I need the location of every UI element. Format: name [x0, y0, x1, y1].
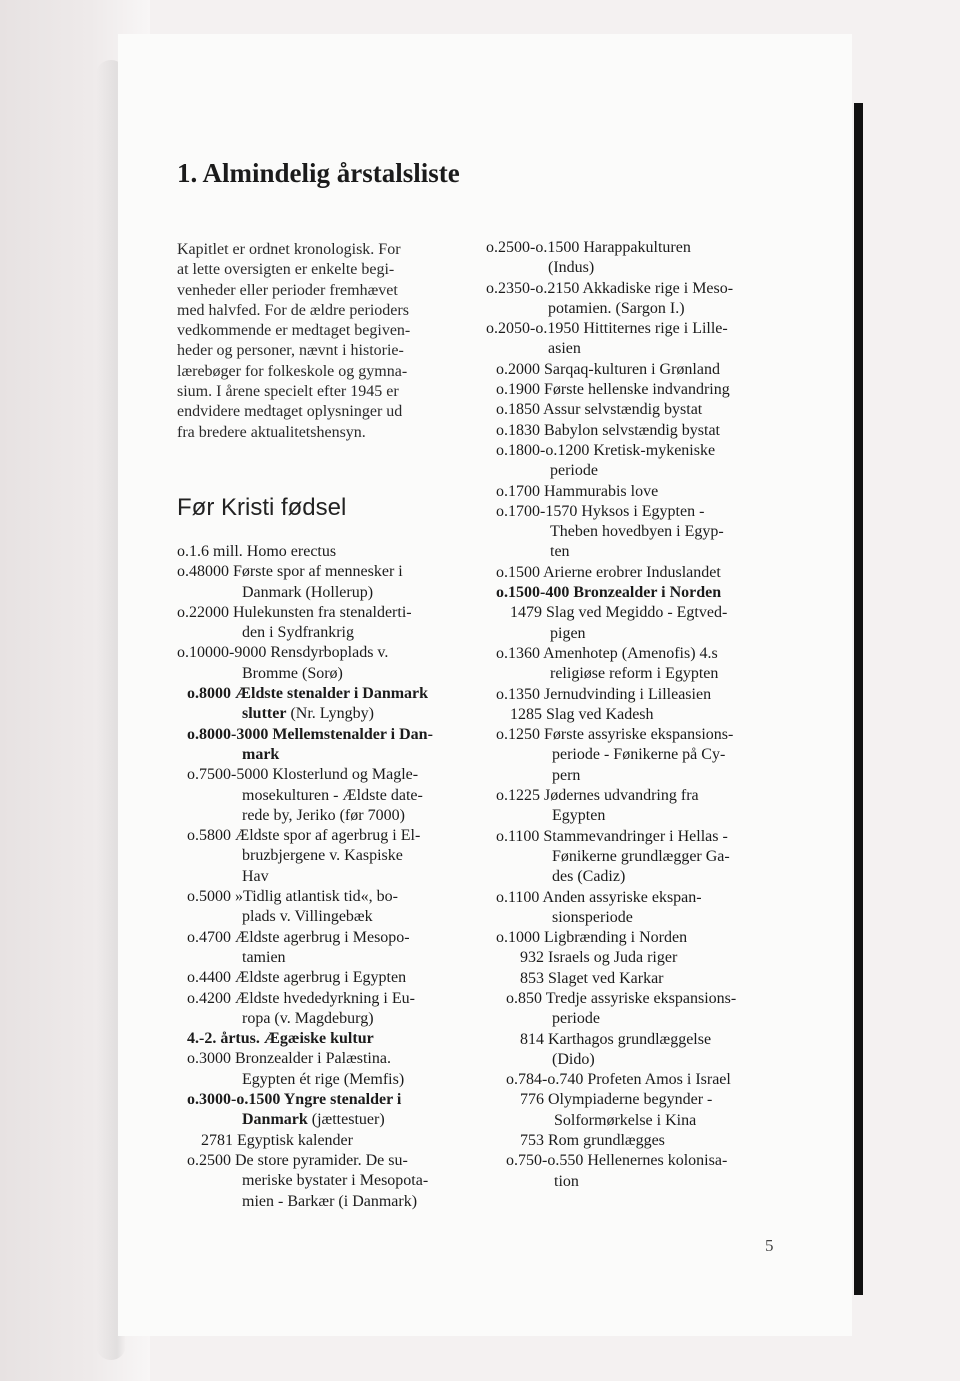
timeline-entry: [486, 279, 806, 320]
timeline-column-right: [486, 238, 806, 1192]
entry-continuation: des (Cadiz): [552, 868, 626, 886]
entry-year: o.1000: [496, 929, 540, 947]
entry-year: o.4700: [187, 928, 231, 946]
timeline-entry: [486, 685, 806, 705]
entry-year: 1479: [510, 604, 542, 622]
entry-year: o.1700: [496, 482, 540, 500]
entry-text: Ældste stenalder i Danmark: [231, 685, 429, 703]
entry-year: o.1100: [496, 827, 540, 845]
entry-year: 753: [520, 1132, 544, 1150]
entry-year: o.1700-1570: [496, 502, 578, 520]
entry-note: (jættestuer): [307, 1111, 385, 1129]
entry-continuation: Egypten: [552, 807, 606, 825]
entry-continuation: pern: [552, 766, 581, 784]
entry-year: 4.-2. årtus.: [187, 1030, 260, 1048]
entry-text: Ægæiske kultur: [259, 1030, 374, 1048]
entry-text: Ældste hvededyrkning i Eu-: [231, 989, 415, 1007]
entry-text: Ældste spor af agerbrug i El-: [231, 827, 421, 845]
entry-continuation: periode: [552, 1010, 600, 1028]
entry-text: Stammevandringer i Hellas -: [539, 827, 728, 845]
entry-text: Olympiaderne begynder -: [544, 1091, 713, 1109]
entry-text: Hellenernes kolonisa-: [583, 1152, 728, 1170]
entry-continuation: Egypten ét rige (Memfis): [242, 1070, 405, 1088]
entry-continuation: Danmark (Hollerup): [242, 583, 374, 601]
entry-text: Bronzealder i Palæstina.: [231, 1050, 391, 1068]
timeline-entry: [177, 725, 477, 766]
timeline-entry: [177, 1090, 477, 1131]
timeline-entry: [486, 705, 806, 725]
entry-text: Rensdyrboplads v.: [266, 644, 389, 662]
entry-text: Tredje assyriske ekspansions-: [542, 989, 737, 1007]
entry-year: o.1250: [496, 726, 540, 744]
entry-year: o.850: [506, 989, 542, 1007]
entry-continuation: Bromme (Sorø): [242, 664, 343, 682]
timeline-entry: [177, 1151, 477, 1212]
entry-continuation: religiøse reform i Egypten: [550, 665, 719, 683]
entry-year: o.1360: [496, 644, 540, 662]
entry-continuation: slutter (Nr. Lyngby): [242, 705, 374, 723]
entry-continuation: mien - Barkær (i Danmark): [242, 1192, 418, 1210]
timeline-entry: [177, 765, 477, 826]
entry-year: o.750-o.550: [506, 1152, 584, 1170]
entry-text: Ældste agerbrug i Egypten: [231, 969, 407, 987]
intro-line: fra bredere aktualitetshensyn.: [177, 423, 366, 441]
entry-text: Slaget ved Karkar: [544, 969, 664, 987]
entry-year: o.1100: [496, 888, 540, 906]
entry-text: Assur selvstændig bystat: [540, 401, 703, 419]
entry-continuation: bruzbjergene v. Kaspiske: [242, 847, 403, 865]
timeline-entry: [177, 562, 477, 603]
timeline-entry: [486, 989, 806, 1030]
entry-continuation: meriske bystater i Mesopota-: [242, 1172, 429, 1190]
timeline-entry: [486, 360, 806, 380]
timeline-entry: [486, 441, 806, 482]
timeline-entry: [177, 826, 477, 887]
timeline-entry: [177, 887, 477, 928]
intro-line: lærebøger for folkeskole og gymna-: [177, 362, 408, 380]
entry-continuation: tamien: [242, 948, 286, 966]
entry-year: o.8000-3000: [187, 725, 269, 743]
entry-continuation: (Dido): [552, 1050, 595, 1068]
entry-text: Bronzealder i Norden: [569, 584, 722, 602]
entry-continuation: periode - Fønikerne på Cy-: [552, 746, 726, 764]
entry-year: o.2050-o.1950: [486, 320, 580, 338]
entry-continuation: den i Sydfrankrig: [242, 624, 354, 642]
entry-continuation: (Indus): [548, 259, 595, 277]
entry-year: o.1800-o.1200: [496, 441, 590, 459]
book-edge: [854, 103, 863, 1295]
entry-year: o.1830: [496, 421, 540, 439]
entry-continuation: mark: [242, 745, 280, 763]
entry-text: Homo erectus: [242, 543, 337, 560]
timeline-entry: [486, 1090, 806, 1131]
entry-continuation: sionsperiode: [552, 908, 633, 926]
timeline-entry: [177, 1029, 477, 1049]
entry-year: o.2500-o.1500: [486, 239, 580, 256]
timeline-entry: [177, 1049, 477, 1090]
page-number: 5: [765, 1236, 774, 1255]
entry-text: Hulekunsten fra stenalderti-: [229, 603, 412, 621]
entry-text: Jernudvinding i Lilleasien: [540, 685, 712, 703]
entry-year: o.7500-5000: [187, 766, 269, 784]
entry-note: (Nr. Lyngby): [286, 705, 374, 723]
timeline-entry: [177, 542, 477, 562]
entry-text: Sarqaq-kulturen i Grønland: [540, 360, 720, 378]
entry-text: Amenhotep (Amenofis) 4.s: [540, 644, 718, 662]
entry-year: o.1.6 mill.: [177, 543, 243, 560]
entry-text: Rom grundlægges: [544, 1132, 665, 1150]
entry-text: Babylon selvstændig bystat: [540, 421, 720, 439]
entry-text: Anden assyriske ekspan-: [539, 888, 702, 906]
entry-continuation: ten: [550, 543, 570, 561]
entry-continuation: Hav: [242, 867, 269, 885]
entry-continuation: potamien. (Sargon I.): [548, 299, 685, 317]
timeline-entry: [486, 583, 806, 603]
timeline-entry: [177, 968, 477, 988]
entry-text: Arierne erobrer Induslandet: [540, 563, 721, 581]
entry-text: Harappakulturen: [579, 239, 691, 256]
entry-year: o.22000: [177, 603, 229, 621]
chapter-title: 1. Almindelig årstalsliste: [177, 158, 460, 188]
entry-text: Ældste agerbrug i Mesopo-: [231, 928, 410, 946]
intro-line: heder og personer, nævnt i historie-: [177, 342, 404, 360]
entry-text: Israels og Juda riger: [544, 949, 678, 967]
intro-paragraph: [177, 240, 477, 443]
timeline-entry: [486, 563, 806, 583]
entry-year: o.3000-o.1500: [187, 1091, 281, 1109]
entry-text: Slag ved Megiddo - Egtved-: [542, 604, 728, 622]
timeline-entry: [486, 644, 806, 685]
intro-line: med halvfed. For de ældre perioders: [177, 301, 409, 319]
entry-continuation: mosekulturen - Ældste date-: [242, 786, 423, 804]
entry-year: o.4400: [187, 969, 231, 987]
entry-text: Mellemstenalder i Dan-: [268, 725, 433, 743]
intro-line: sium. I årene specielt efter 1945 er: [177, 383, 399, 401]
timeline-entry: [486, 1070, 806, 1090]
timeline-entry: [177, 1131, 477, 1151]
entry-text: Ligbrænding i Norden: [540, 929, 688, 947]
timeline-entry: [486, 888, 806, 929]
timeline-entry: [486, 827, 806, 888]
entry-text: Slag ved Kadesh: [542, 705, 654, 723]
timeline-entry: [486, 725, 806, 786]
timeline-entry: [486, 1131, 806, 1151]
entry-year: o.2000: [496, 360, 540, 378]
timeline-entry: [486, 380, 806, 400]
entry-continuation: Danmark (jættestuer): [242, 1111, 385, 1129]
entry-text: De store pyramider. De su-: [231, 1151, 408, 1169]
entry-text: Yngre stenalder i: [280, 1091, 402, 1109]
entry-continuation: rede by, Jeriko (før 7000): [242, 806, 405, 824]
timeline-entry: [177, 603, 477, 644]
intro-line: endvidere medtaget oplysninger ud: [177, 403, 403, 421]
entry-year: 814: [520, 1030, 544, 1048]
entry-year: 776: [520, 1091, 544, 1109]
entry-text: Karthagos grundlæggelse: [544, 1030, 712, 1048]
timeline-entry: [177, 928, 477, 969]
timeline-entry: [486, 603, 806, 644]
entry-continuation: ropa (v. Magdeburg): [242, 1009, 374, 1027]
entry-text: Hammurabis love: [540, 482, 659, 500]
entry-year: o.1350: [496, 685, 540, 703]
entry-year: o.784-o.740: [506, 1071, 584, 1089]
intro-line: venheder eller perioder fremhævet: [177, 281, 398, 299]
entry-text: Profeten Amos i Israel: [583, 1071, 731, 1089]
entry-continuation: periode: [550, 462, 598, 480]
timeline-entry: [486, 928, 806, 948]
timeline-entry: [486, 948, 806, 968]
entry-year: o.4200: [187, 989, 231, 1007]
entry-year: 2781: [201, 1131, 233, 1149]
timeline-entry: [486, 1151, 806, 1192]
entry-year: o.48000: [177, 563, 229, 581]
entry-continuation: asien: [548, 340, 581, 358]
entry-text: Første assyriske ekspansions-: [540, 726, 734, 744]
entry-year: o.1850: [496, 401, 540, 419]
timeline-entry: [486, 482, 806, 502]
entry-text: Klosterlund og Magle-: [268, 766, 419, 784]
entry-year: o.1500: [496, 563, 540, 581]
entry-continuation: Fønikerne grundlægger Ga-: [552, 847, 730, 865]
section-heading: Før Kristi fødsel: [177, 494, 347, 521]
timeline-entry: [486, 319, 806, 360]
entry-year: o.2350-o.2150: [486, 279, 580, 297]
timeline-entry: [486, 969, 806, 989]
entry-text: Første spor af mennesker i: [229, 563, 403, 581]
entry-continuation: plads v. Villingebæk: [242, 908, 373, 926]
timeline-entry: [486, 238, 806, 279]
timeline-entry: [486, 400, 806, 420]
entry-continuation: Solformørkelse i Kina: [554, 1111, 697, 1129]
timeline-entry: [177, 684, 477, 725]
entry-text: Egyptisk kalender: [233, 1131, 353, 1149]
timeline-entry: [177, 989, 477, 1030]
entry-year: o.1500-400: [496, 584, 570, 602]
intro-line: Kapitlet er ordnet kronologisk. For: [177, 241, 401, 258]
entry-text: Hittiternes rige i Lille-: [579, 320, 728, 338]
intro-line: vedkommende er medtaget begiven-: [177, 322, 411, 340]
entry-year: 932: [520, 949, 544, 967]
timeline-entry: [486, 502, 806, 563]
entry-year: o.1900: [496, 381, 540, 399]
entry-text: Jødernes udvandring fra: [540, 787, 699, 805]
timeline-entry: [177, 643, 477, 684]
timeline-entry: [486, 1030, 806, 1071]
timeline-entry: [486, 786, 806, 827]
entry-continuation: Theben hovedbyen i Egyp-: [550, 523, 724, 541]
entry-text: »Tidlig atlantisk tid«, bo-: [231, 888, 398, 906]
intro-line: at lette oversigten er enkelte begi-: [177, 261, 395, 279]
entry-text: Akkadiske rige i Meso-: [579, 279, 734, 297]
entry-text: Kretisk-mykeniske: [589, 441, 716, 459]
entry-continuation: tion: [554, 1172, 579, 1190]
entry-year: o.10000-9000: [177, 644, 267, 662]
entry-year: o.3000: [187, 1050, 231, 1068]
entry-text: Første hellenske indvandring: [540, 381, 730, 399]
entry-year: 853: [520, 969, 544, 987]
timeline-column-left: [177, 542, 477, 1212]
entry-continuation: pigen: [550, 624, 586, 642]
entry-year: 1285: [510, 705, 542, 723]
entry-year: o.8000: [187, 685, 231, 703]
entry-text: Hyksos i Egypten -: [577, 502, 705, 520]
timeline-entry: [486, 421, 806, 441]
entry-year: o.2500: [187, 1151, 231, 1169]
entry-year: o.5800: [187, 827, 231, 845]
entry-year: o.5000: [187, 888, 231, 906]
entry-year: o.1225: [496, 787, 540, 805]
